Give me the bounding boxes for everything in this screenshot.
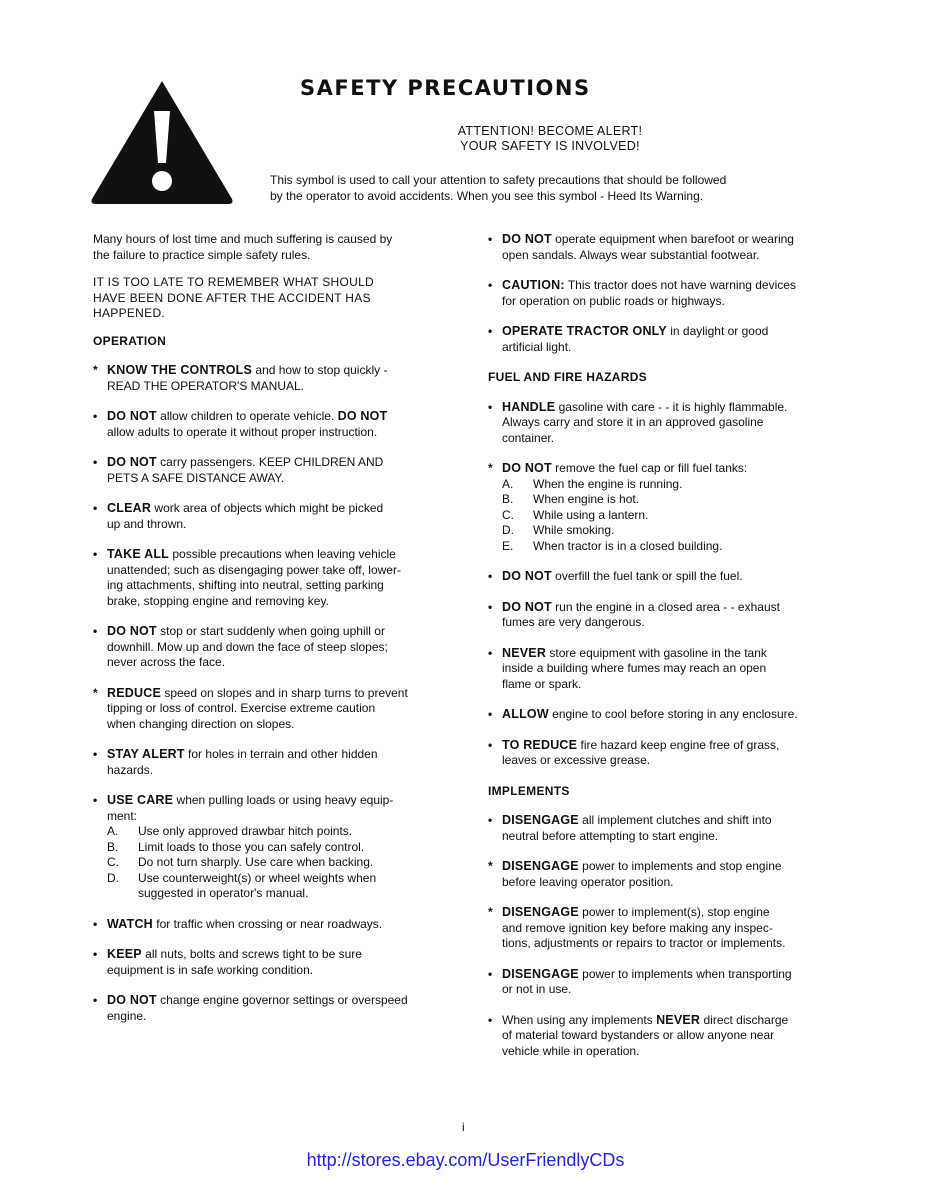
sub-item <box>502 539 858 555</box>
bullet: * <box>488 859 493 873</box>
sub-text: Use only approved drawbar hitch points. <box>138 824 353 838</box>
right-column <box>488 232 858 1074</box>
list-item <box>488 738 858 769</box>
paragraph-line: IT IS TOO LATE TO REMEMBER WHAT SHOULD <box>93 275 375 289</box>
intro-line-2: by the operator to avoid accidents. When you see this symbol - Heed Its Warning. <box>270 189 704 203</box>
paragraph-line: HAPPENED. <box>93 306 166 320</box>
item-text: and how to stop quickly - <box>252 363 388 377</box>
sub-letter: A. <box>502 476 514 491</box>
bullet: • <box>488 599 493 614</box>
sub-text: Limit loads to those you can safely control. <box>138 839 365 854</box>
bullet: • <box>93 916 98 931</box>
item-text: This tractor does not have warning devices <box>564 278 796 292</box>
item-text: When using any implements <box>502 1012 657 1027</box>
keyword: DISENGAGE <box>502 813 579 827</box>
left-column <box>93 232 458 1039</box>
keyword: DO NOT <box>107 624 157 638</box>
list-item <box>93 409 458 440</box>
sub-item <box>502 477 858 493</box>
keyword: WATCH <box>107 916 153 931</box>
sub-item <box>107 855 458 871</box>
list-item <box>488 461 858 554</box>
list-item <box>93 363 458 394</box>
list-item <box>488 859 858 890</box>
footer-link[interactable]: http://stores.ebay.com/UserFriendlyCDs <box>306 1150 625 1170</box>
bullet: • <box>488 707 493 721</box>
list-item <box>93 455 458 486</box>
keyword: OPERATE TRACTOR ONLY <box>502 324 667 338</box>
keyword: CLEAR <box>107 501 152 515</box>
item-text: open sandals. Always wear substantial footwear. <box>502 247 760 262</box>
sub-letter: E. <box>502 538 514 553</box>
item-text: equipment is in safe working condition. <box>107 962 314 977</box>
warning-triangle-icon <box>88 77 236 207</box>
list-item <box>488 278 858 309</box>
keyword: TO REDUCE <box>502 737 578 752</box>
item-text: PETS A SAFE DISTANCE AWAY. <box>107 470 285 485</box>
item-text: direct discharge <box>700 1012 789 1027</box>
list-item <box>93 624 458 671</box>
item-text: and remove ignition key before making any inspec- <box>502 920 773 935</box>
warning-paragraph <box>93 275 458 322</box>
keyword: DO NOT <box>502 569 552 583</box>
sub-text: suggested in operator's manual. <box>138 886 309 900</box>
item-text: fumes are very dangerous. <box>502 615 645 629</box>
keyword: DO NOT <box>107 455 157 469</box>
list-item <box>488 813 858 844</box>
item-text: tions, adjustments or repairs to tractor or implements. <box>502 936 786 950</box>
bullet: * <box>488 905 493 919</box>
attention-line-1: ATTENTION! BECOME ALERT! <box>457 124 643 138</box>
list-item <box>488 232 858 263</box>
keyword: NEVER <box>502 645 547 660</box>
bullet: • <box>93 747 98 761</box>
keyword: KEEP <box>107 947 142 961</box>
list-item <box>93 947 458 978</box>
item-text: when pulling loads or using heavy equip- <box>173 793 394 807</box>
intro-line-1: This symbol is used to call your attention to safety precautions that should be followed <box>270 173 727 187</box>
paragraph-line: HAVE BEEN DONE AFTER THE ACCIDENT HAS <box>93 290 371 305</box>
item-text: all nuts, bolts and screws tight to be sure <box>141 947 362 961</box>
sub-letter: C. <box>502 507 514 522</box>
item-text: store equipment with gasoline in the tank <box>546 645 767 660</box>
sub-item <box>107 840 458 856</box>
sub-letter: D. <box>107 870 119 885</box>
keyword: DISENGAGE <box>502 859 579 873</box>
list-item <box>488 600 858 631</box>
sub-item <box>502 492 858 508</box>
sub-letter: B. <box>107 839 119 854</box>
keyword: TAKE ALL <box>107 547 170 561</box>
sub-text: While using a lantern. <box>533 507 649 522</box>
bullet: • <box>93 501 98 515</box>
sub-item-continued <box>107 886 458 902</box>
list-item <box>488 967 858 998</box>
bullet: • <box>93 793 98 807</box>
keyword: DO NOT <box>502 599 552 614</box>
sub-letter: B. <box>502 492 514 506</box>
bullet: • <box>488 1012 493 1027</box>
bullet: • <box>93 547 98 561</box>
sub-letter: A. <box>107 824 119 838</box>
bullet: • <box>488 813 493 827</box>
item-text: for operation on public roads or highways. <box>502 293 725 308</box>
list-item <box>488 400 858 447</box>
sub-text: Do not turn sharply. Use care when backing. <box>138 855 374 869</box>
item-text: for holes in terrain and other hidden <box>184 747 378 761</box>
section-heading-fuel: FUEL AND FIRE HAZARDS <box>488 370 647 384</box>
keyword: REDUCE <box>107 685 161 700</box>
item-text: change engine governor settings or overspeed <box>156 993 408 1007</box>
keyword: KNOW THE CONTROLS <box>107 363 253 377</box>
list-item <box>488 707 858 723</box>
bullet: * <box>93 685 98 700</box>
bullet: * <box>93 363 98 377</box>
item-text: brake, stopping engine and removing key. <box>107 593 329 608</box>
sub-letter: C. <box>107 855 119 869</box>
bullet: • <box>93 947 98 961</box>
item-text: READ THE OPERATOR'S MANUAL. <box>107 378 304 393</box>
sub-text: When engine is hot. <box>533 492 640 506</box>
item-text: inside a building where fumes may reach an open <box>502 661 767 675</box>
list-item <box>488 1013 858 1060</box>
item-text: possible precautions when leaving vehicle <box>169 547 396 561</box>
keyword: DO NOT <box>337 409 388 423</box>
keyword: USE CARE <box>107 793 174 807</box>
item-text: allow adults to operate it without proper instruction. <box>107 424 378 439</box>
list-item <box>93 917 458 933</box>
list-item <box>488 569 858 585</box>
item-text: ing attachments, shifting into neutral, setting parking <box>107 578 384 592</box>
list-item <box>93 547 458 609</box>
keyword: HANDLE <box>502 399 556 414</box>
bullet: * <box>488 461 493 475</box>
bullet: • <box>93 409 98 423</box>
list-item <box>488 324 858 355</box>
item-text: remove the fuel cap or fill fuel tanks: <box>551 461 748 475</box>
sub-text: While smoking. <box>533 523 615 537</box>
bullet: • <box>488 737 493 752</box>
item-text: before leaving operator position. <box>502 874 674 889</box>
item-text: of material toward bystanders or allow anyone near <box>502 1028 775 1042</box>
item-text: engine to cool before storing in any enclosure. <box>548 707 798 721</box>
sub-item <box>502 523 858 539</box>
item-text: or not in use. <box>502 982 572 996</box>
paragraph-line: the failure to practice simple safety rules. <box>93 247 311 262</box>
item-text: downhill. Mow up and down the face of steep slopes; <box>107 639 388 654</box>
paragraph-line: Many hours of lost time and much suffering is caused by <box>93 232 393 246</box>
item-text: neutral before attempting to start engine. <box>502 828 719 843</box>
item-text: in daylight or good <box>666 324 769 338</box>
item-text: unattended; such as disengaging power take off, lower- <box>107 562 401 577</box>
item-text: flame or spark. <box>502 676 582 691</box>
sub-item <box>502 508 858 524</box>
bullet: • <box>93 455 98 469</box>
item-text: work area of objects which might be picked <box>151 501 384 515</box>
bullet: • <box>488 645 493 660</box>
item-text: leaves or excessive grease. <box>502 753 651 767</box>
list-item <box>93 993 458 1024</box>
bullet: • <box>488 324 493 338</box>
list-item <box>488 646 858 693</box>
sub-item <box>107 871 458 887</box>
intro-paragraph <box>93 232 458 263</box>
item-text: run the engine in a closed area - - exhaust <box>551 599 780 614</box>
item-text: vehicle while in operation. <box>502 1043 640 1058</box>
keyword: DO NOT <box>107 409 157 423</box>
item-text: up and thrown. <box>107 516 187 531</box>
sub-text: When the engine is running. <box>533 476 683 491</box>
sub-item <box>107 824 458 840</box>
page-title: SAFETY PRECAUTIONS <box>300 76 591 100</box>
keyword: DO NOT <box>502 232 552 246</box>
symbol-intro <box>270 172 870 204</box>
bullet: • <box>488 232 493 246</box>
attention-notice <box>405 124 695 154</box>
list-item <box>93 686 458 733</box>
item-text: gasoline with care - - it is highly flammable. <box>555 399 788 414</box>
list-item <box>93 501 458 532</box>
sub-text: Use counterweight(s) or wheel weights when <box>138 870 377 885</box>
item-text: artificial light. <box>502 339 572 354</box>
page-number: i <box>462 1120 465 1134</box>
item-text: hazards. <box>107 762 154 777</box>
item-text: speed on slopes and in sharp turns to prevent <box>160 685 408 700</box>
keyword: DISENGAGE <box>502 966 579 981</box>
item-text: power to implements when transporting <box>578 966 792 981</box>
bullet: • <box>93 993 98 1007</box>
item-text: all implement clutches and shift into <box>578 813 772 827</box>
keyword: DO NOT <box>107 993 157 1007</box>
list-item <box>488 905 858 952</box>
bullet: • <box>488 569 493 583</box>
section-heading-implements: IMPLEMENTS <box>488 783 570 798</box>
item-text: carry passengers. KEEP CHILDREN AND <box>156 455 384 469</box>
attention-line-2: YOUR SAFETY IS INVOLVED! <box>460 139 640 153</box>
item-text: container. <box>502 430 555 445</box>
bullet: • <box>488 399 493 414</box>
sub-letter: D. <box>502 523 514 537</box>
keyword: CAUTION: <box>502 278 565 292</box>
bullet: • <box>93 624 98 638</box>
item-text: never across the face. <box>107 655 226 669</box>
item-text: allow children to operate vehicle. <box>156 409 338 423</box>
item-text: operate equipment when barefoot or wearing <box>551 232 794 246</box>
section-heading-operation: OPERATION <box>93 333 167 348</box>
item-text: tipping or loss of control. Exercise extreme caution <box>107 701 376 715</box>
keyword: NEVER <box>656 1012 701 1027</box>
item-text: ment: <box>107 808 138 823</box>
keyword: STAY ALERT <box>107 747 185 761</box>
list-item <box>93 747 458 778</box>
bullet: • <box>488 278 493 292</box>
keyword: DO NOT <box>502 461 552 475</box>
list-item <box>93 793 458 902</box>
bullet: • <box>488 966 493 981</box>
item-text: engine. <box>107 1008 147 1023</box>
item-text: for traffic when crossing or near roadways. <box>152 916 383 931</box>
item-text: Always carry and store it in an approved gasoline <box>502 415 764 429</box>
item-text: power to implements and stop engine <box>578 859 782 873</box>
item-text: overfill the fuel tank or spill the fuel. <box>551 569 743 583</box>
keyword: ALLOW <box>502 707 549 721</box>
sub-text: When tractor is in a closed building. <box>533 538 723 553</box>
item-text: when changing direction on slopes. <box>107 716 295 731</box>
item-text: stop or start suddenly when going uphill or <box>156 624 385 638</box>
item-text: power to implement(s), stop engine <box>578 905 770 919</box>
keyword: DISENGAGE <box>502 905 579 919</box>
item-text: fire hazard keep engine free of grass, <box>577 737 780 752</box>
